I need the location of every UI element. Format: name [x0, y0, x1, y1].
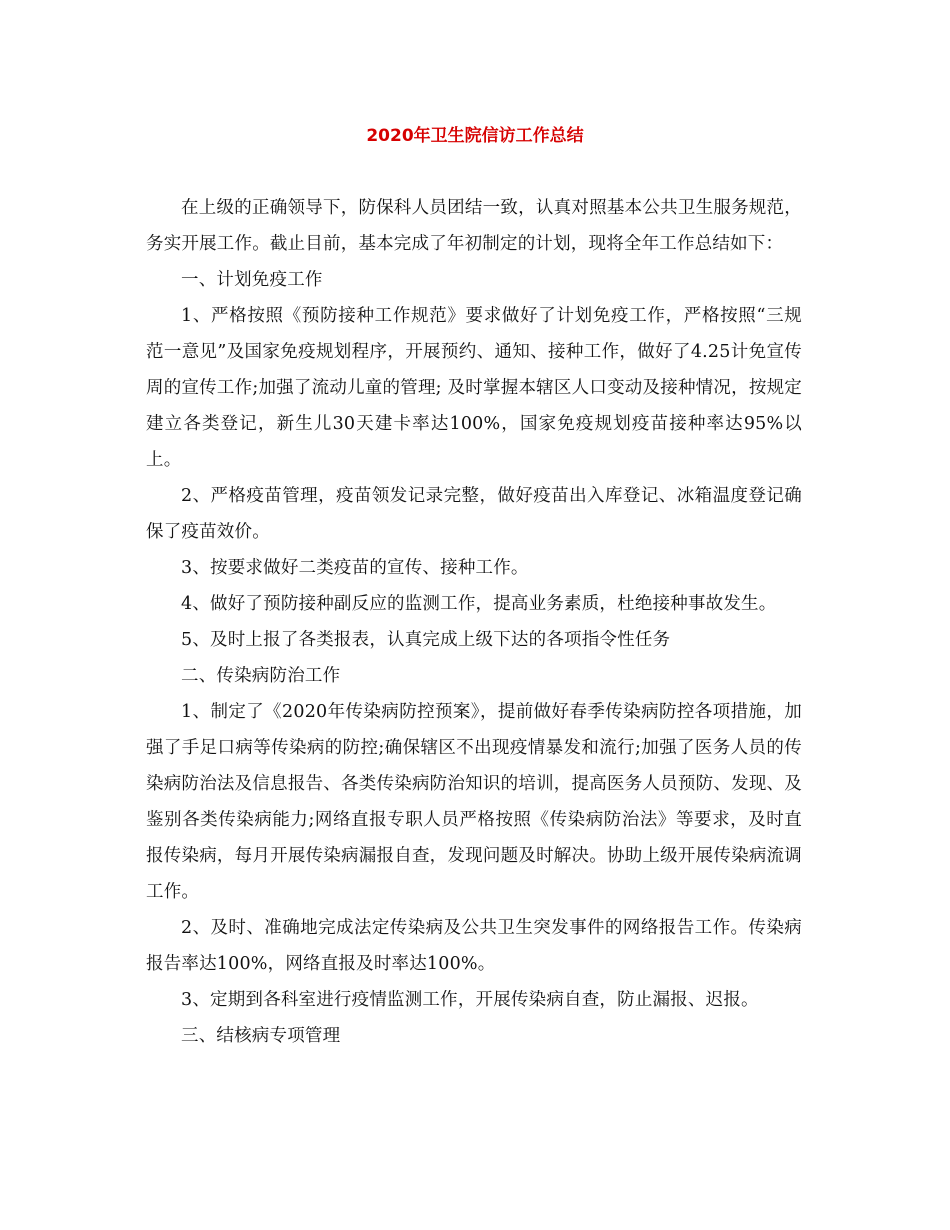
section-heading-immunization: 一、计划免疫工作 [181, 270, 323, 290]
paragraph: 2、及时、准确地完成法定传染病及公共卫生突发事件的网络报告工作。传染病报告率达100%，网络直报及时率达100%。 [146, 918, 802, 974]
section-heading-infectious-disease: 二、传染病防治工作 [181, 666, 341, 686]
document-title: 2020年卫生院信访工作总结 [366, 126, 584, 146]
paragraph: 1、严格按照《预防接种工作规范》要求做好了计划免疫工作，严格按照“三规范一意见”及国家免疫规划程序，开展预约、通知、接种工作，做好了4.25计免宣传周的宣传工作;加强了流动儿童的管理; 及时掌握本辖区人口变动及接种情况，按规定建立各类登记，新生儿30天建卡率达100%，国家免疫规划疫苗接种率达95%以上。 [146, 306, 802, 470]
paragraph: 1、制定了《2020年传染病防控预案》，提前做好春季传染病防控各项措施，加强了手足口病等传染病的防控;确保辖区不出现疫情暴发和流行;加强了医务人员的传染病防治法及信息报告、各类传染病防治知识的培训，提高医务人员预防、发现、及鉴别各类传染病能力;网络直报专职人员严格按照《传染病防治法》等要求，及时直报传染病，每月开展传染病漏报自查，发现问题及时解决。协助上级开展传染病流调工作。 [146, 702, 802, 902]
intro-paragraph: 在上级的正确领导下，防保科人员团结一致，认真对照基本公共卫生服务规范，务实开展工作。截止目前，基本完成了年初制定的计划，现将全年工作总结如下： [146, 198, 802, 254]
paragraph: 4、做好了预防接种副反应的监测工作，提高业务素质，杜绝接种事故发生。 [181, 594, 777, 614]
section-heading-tuberculosis: 三、结核病专项管理 [181, 1026, 341, 1046]
paragraph: 3、定期到各科室进行疫情监测工作，开展传染病自查，防止漏报、迟报。 [181, 990, 759, 1010]
paragraph: 5、及时上报了各类报表，认真完成上级下达的各项指令性任务 [181, 630, 671, 650]
paragraph: 3、按要求做好二类疫苗的宣传、接种工作。 [181, 558, 529, 578]
document-body [146, 190, 802, 1054]
paragraph: 2、严格疫苗管理，疫苗领发记录完整，做好疫苗出入库登记、冰箱温度登记确保了疫苗效价。 [146, 486, 802, 542]
